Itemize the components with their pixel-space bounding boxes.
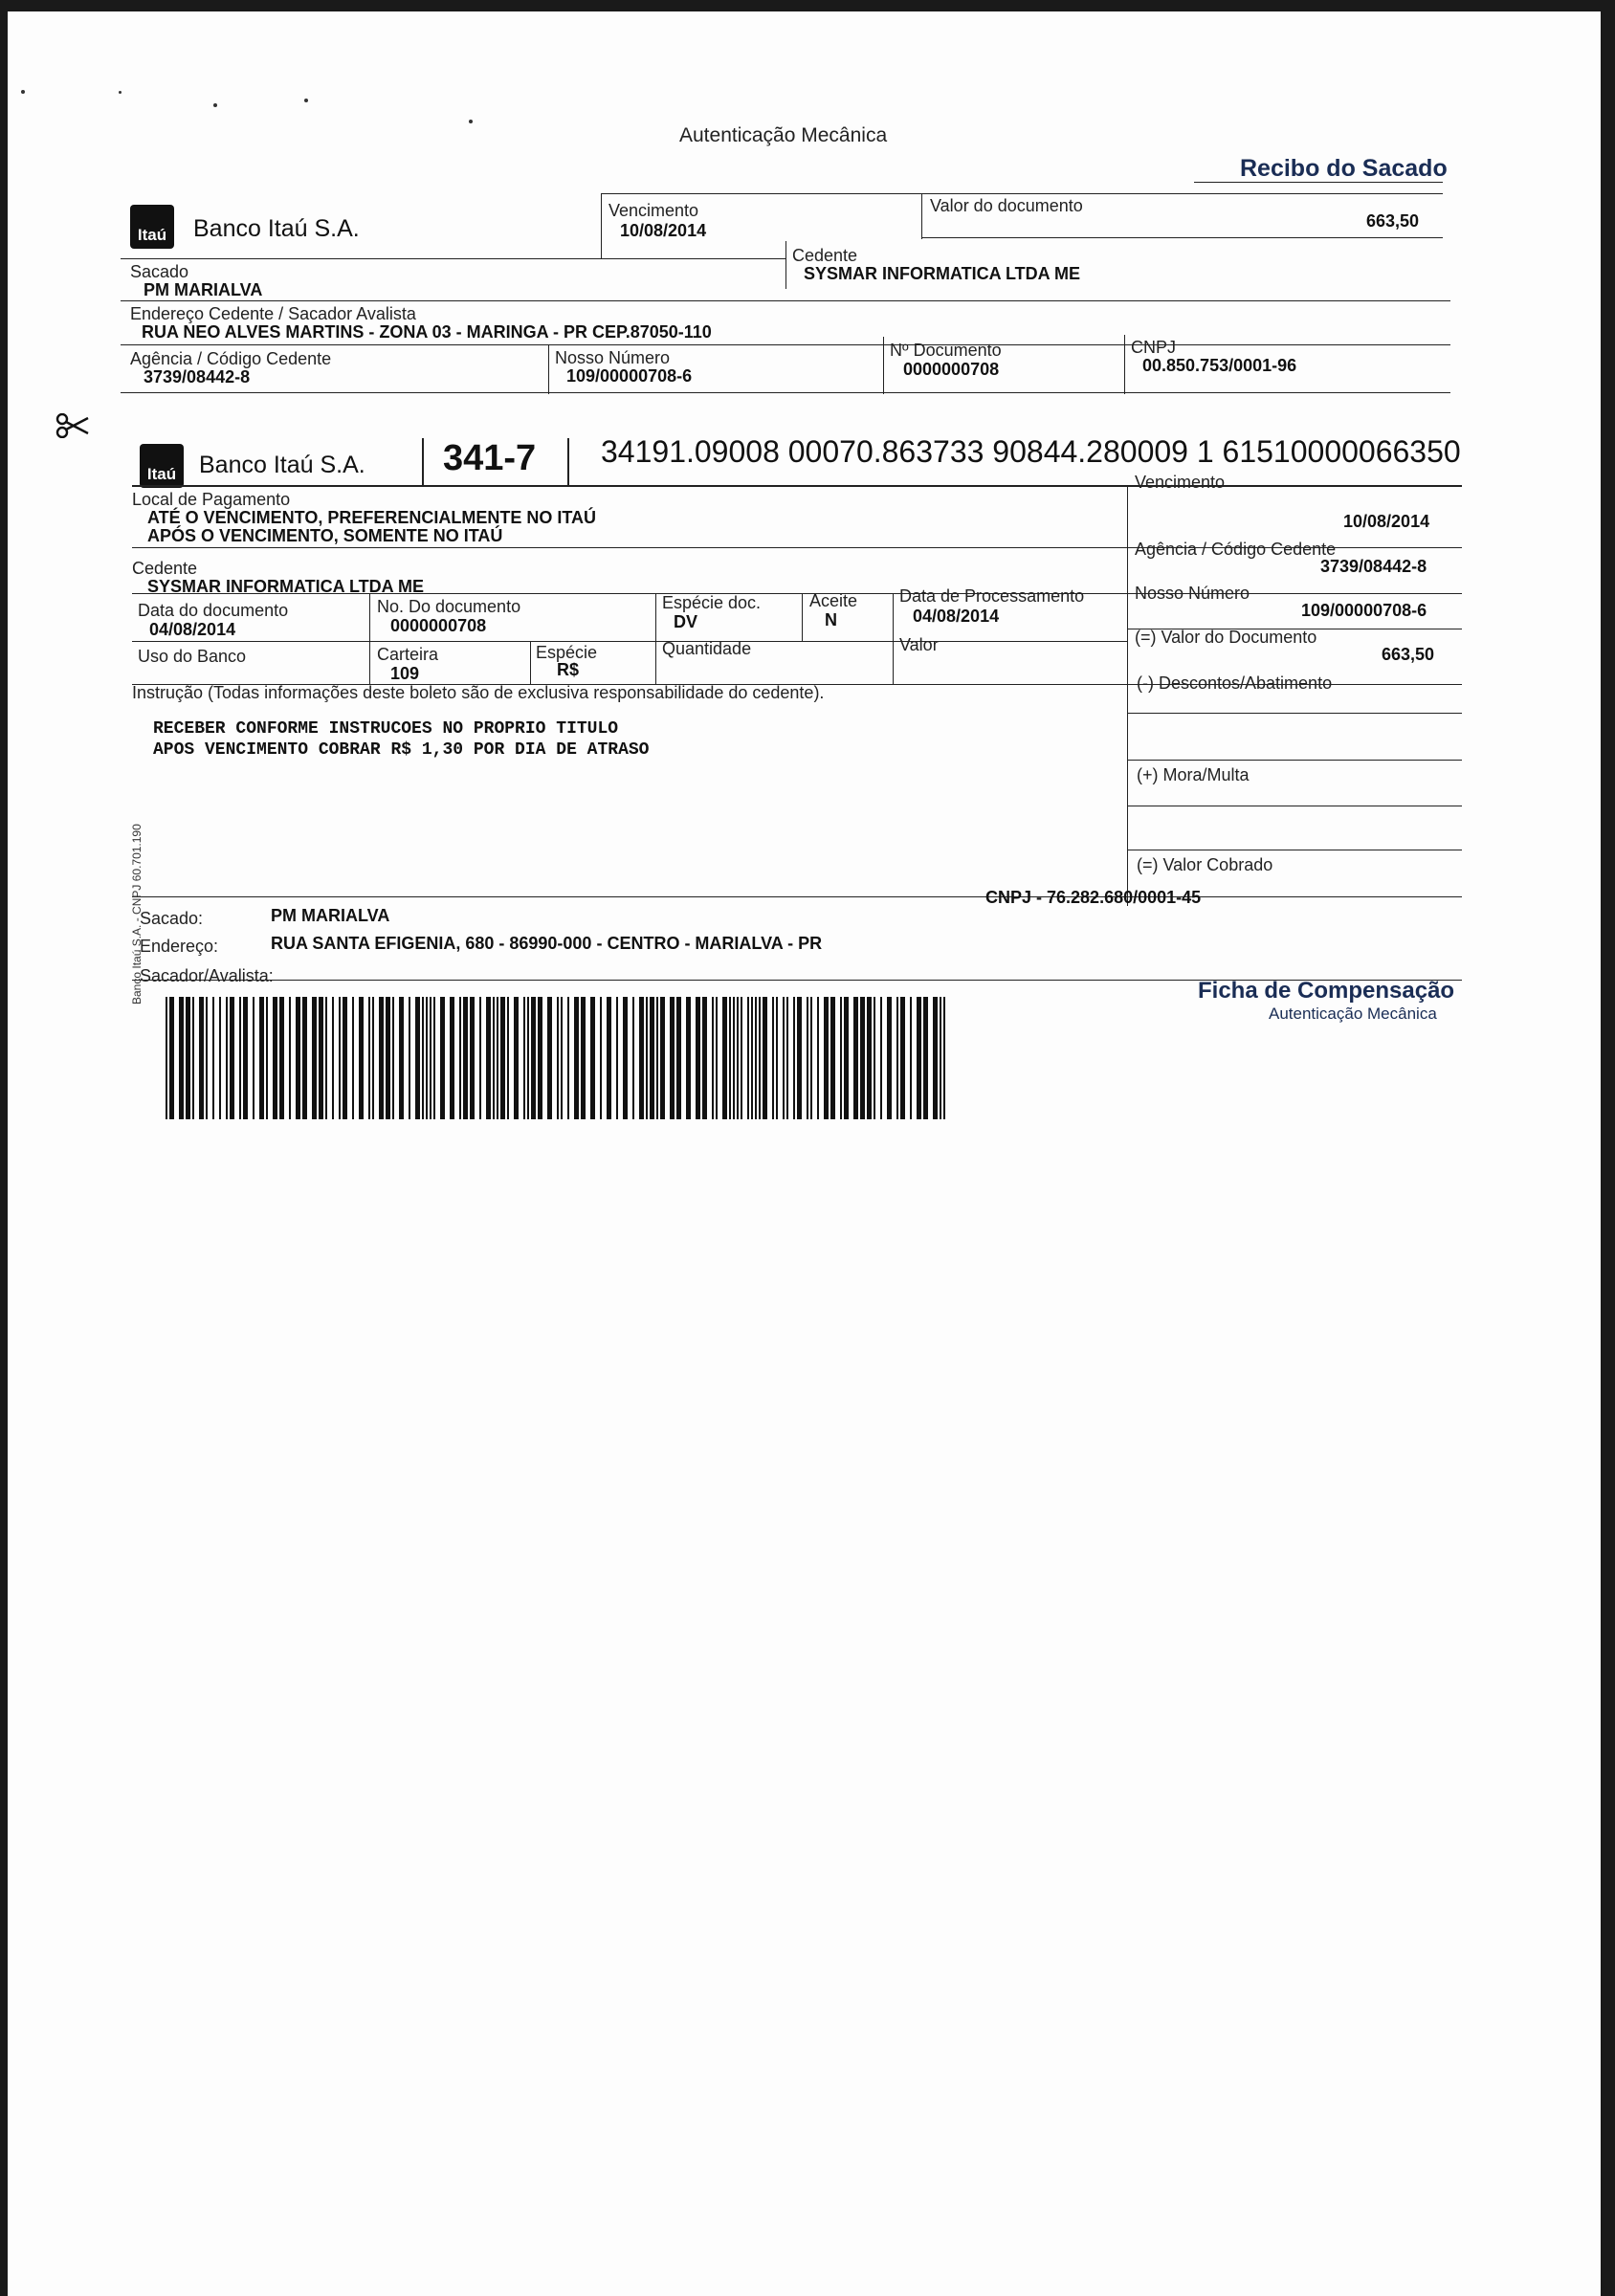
barcode-bar [259,997,264,1119]
barcode-bar [616,997,618,1119]
no-doc-label: No. Do documento [377,597,521,616]
barcode-bar [192,997,194,1119]
ficha-sacado-label: Sacado: [140,909,204,928]
barcode-bar [379,997,384,1119]
barcode-bar [623,997,628,1119]
local-label: Local de Pagamento [132,490,291,509]
receipt-endereco: RUA NEO ALVES MARTINS - ZONA 03 - MARINGA - PR CEP.87050-110 [142,322,712,342]
rule [1194,182,1443,183]
scan-speck [21,90,25,94]
ficha-endereco-label: Endereço: [140,937,219,956]
barcode-bar [656,997,658,1119]
barcode-bar [497,997,498,1119]
receipt-vencimento: 10/08/2014 [620,221,707,240]
rule [893,593,894,684]
barcode-bar [415,997,420,1119]
barcode-bar [759,997,761,1119]
receipt-valor-label: Valor do documento [930,196,1083,215]
barcode-bar [702,997,707,1119]
rule [1124,335,1125,394]
barcode-bar [817,997,819,1119]
barcode-bar [830,997,835,1119]
receipt-agencia: 3739/08442-8 [144,367,251,386]
barcode-bar [463,997,468,1119]
barcode-bar [867,997,872,1119]
rule [422,438,424,486]
aceite: N [825,610,837,629]
barcode-bar [253,997,254,1119]
ficha-sacado-cnpj: CNPJ - 76.282.680/0001-45 [985,888,1202,907]
barcode-bar [639,997,644,1119]
rule [1127,713,1462,714]
barcode-bar [793,997,795,1119]
data-doc-label: Data do documento [138,601,289,620]
ficha-cedente: SYSMAR INFORMATICA LTDA ME [147,577,424,596]
barcode-bar [910,997,912,1119]
barcode-bar [880,997,882,1119]
data-proc-label: Data de Processamento [899,586,1085,606]
barcode-bar [507,997,509,1119]
barcode-bar [312,997,317,1119]
barcode-bar [206,997,208,1119]
aceite-label: Aceite [809,591,858,610]
barcode-bar [887,997,892,1119]
no-doc: 0000000708 [390,616,487,635]
barcode-bar [900,997,905,1119]
barcode-bar [751,997,753,1119]
barcode-bar [567,997,569,1119]
barcode-bar [860,997,865,1119]
barcode-bar [359,997,364,1119]
receipt-agencia-label: Agência / Código Cedente [130,349,332,368]
barcode-bar [776,997,778,1119]
barcode-bar [166,997,167,1119]
venc: 10/08/2014 [1343,512,1430,531]
barcode-bar [430,997,431,1119]
receipt-nosso: 109/00000708-6 [566,366,693,386]
valor-doc-label: (=) Valor do Documento [1135,628,1317,647]
scan-speck [469,120,473,123]
barcode-bar [279,997,284,1119]
rule [121,344,1450,345]
barcode-bar [844,997,849,1119]
carteira-label: Carteira [377,645,439,664]
barcode-bar [783,997,785,1119]
ficha-nosso: 109/00000708-6 [1301,601,1427,620]
barcode-bar [266,997,268,1119]
digitable-line: 34191.09008 00070.863733 90844.280009 1 61510000066350 [601,434,1461,469]
barcode-bar [212,997,214,1119]
barcode-bar [824,997,829,1119]
barcode-bar [459,997,461,1119]
barcode-bar [607,997,611,1119]
barcode-bar [450,997,454,1119]
scan-speck [119,91,122,94]
barcode-bar [226,997,228,1119]
barcode-bar [747,997,749,1119]
instrucao-label: Instrução (Todas informações deste boleto são de exclusiva responsabilidade do cedente). [132,683,825,702]
barcode-bar [923,997,928,1119]
barcode-bar [940,997,941,1119]
receipt-endereco-label: Endereço Cedente / Sacador Avalista [130,304,416,323]
barcode-bar [896,997,898,1119]
barcode-bar [917,997,921,1119]
barcode-bar [686,997,691,1119]
scan-speck [213,103,217,107]
barcode-bar [797,997,802,1119]
desc-label: (-) Descontos/Abatimento [1137,673,1333,693]
barcode-bar [179,997,184,1119]
barcode-bar [590,997,595,1119]
barcode-bar [352,997,354,1119]
barcode-bar [557,997,559,1119]
barcode-bar [523,997,525,1119]
barcode-bar [853,997,858,1119]
avalista-label: Sacador/Avalista: [140,966,274,985]
ficha-agencia: 3739/08442-8 [1320,557,1427,576]
barcode-bar [426,997,428,1119]
barcode-bar [646,997,648,1119]
barcode-bar [561,997,563,1119]
local-line-1: ATÉ O VENCIMENTO, PREFERENCIALMENTE NO ITAÚ [147,508,597,527]
valor-label: Valor [899,635,939,654]
recibo-title: Recibo do Sacado [1240,155,1448,182]
barcode-bar [527,997,529,1119]
barcode-bar [433,997,435,1119]
barcode-bar [660,997,665,1119]
rule [548,344,549,394]
barcode-bar [325,997,327,1119]
carteira: 109 [390,664,420,683]
barcode-bar [874,997,875,1119]
scan-speck [304,99,308,102]
barcode-bar [763,997,767,1119]
barcode-bar [840,997,842,1119]
ficha-bank-name: Banco Itaú S.A. [199,452,365,478]
boleto-page [8,11,1601,2296]
rule [530,641,531,684]
receipt-cnpj-label: CNPJ [1131,338,1177,357]
mora-label: (+) Mora/Multa [1137,765,1250,784]
ficha-nosso-label: Nosso Número [1135,584,1250,603]
barcode-bar [500,997,505,1119]
barcode-bar [239,997,241,1119]
barcode-bar [581,997,586,1119]
barcode-bar [741,997,742,1119]
receipt-cnpj: 00.850.753/0001-96 [1142,356,1297,375]
barcode-graphic [166,997,950,1119]
rule [132,896,1462,897]
barcode-bar [574,997,579,1119]
barcode-bar [943,997,945,1119]
barcode-bar [696,997,700,1119]
barcode-bar [716,997,718,1119]
barcode-bar [372,997,374,1119]
bank-code: 341-7 [443,438,537,478]
barcode-bar [600,997,602,1119]
barcode-bar [712,997,714,1119]
local-line-2: APÓS O VENCIMENTO, SOMENTE NO ITAÚ [147,526,503,545]
barcode-bar [670,997,675,1119]
barcode-bar [219,997,221,1119]
barcode-bar [531,997,536,1119]
barcode-bar [296,997,300,1119]
barcode-bar [733,997,735,1119]
barcode-bar [493,997,495,1119]
barcode-bar [422,997,424,1119]
barcode-bar [933,997,938,1119]
rule [655,593,656,684]
barcode-bar [243,997,248,1119]
barcode-bar [786,997,788,1119]
itau-logo-icon: Itaú [140,444,184,488]
barcode-bar [470,997,475,1119]
barcode-bar [399,997,404,1119]
valor-doc: 663,50 [1382,645,1435,664]
barcode-bar [538,997,542,1119]
instrucao-line-2: APOS VENCIMENTO COBRAR R$ 1,30 POR DIA DE ATRASO [153,740,650,760]
data-proc: 04/08/2014 [913,607,1000,626]
rule [132,641,1127,642]
cobrado-label: (=) Valor Cobrado [1137,855,1273,874]
receipt-nosso-label: Nosso Número [555,348,671,367]
receipt-vencimento-label: Vencimento [608,201,699,220]
itau-logo-icon: Itaú [130,205,174,249]
rule [921,237,1443,238]
barcode-bar [632,997,634,1119]
venc-label: Vencimento [1135,473,1226,492]
auth-top: Autenticação Mecânica [679,124,888,146]
rule [883,337,884,394]
data-doc: 04/08/2014 [149,620,236,639]
barcode-bar [755,997,757,1119]
ficha-agencia-label: Agência / Código Cedente [1135,540,1337,559]
barcode-bar [409,997,410,1119]
rule [601,193,602,258]
barcode-bar [199,997,204,1119]
scissors-icon [55,413,90,443]
barcode-bar [772,997,774,1119]
rule [1127,485,1128,906]
qtd-label: Quantidade [662,639,752,658]
rule [121,258,785,259]
barcode-bar [343,997,347,1119]
rule [802,593,803,641]
especie-doc: DV [674,612,698,631]
receipt-cedente-label: Cedente [792,246,858,265]
barcode-bar [807,997,808,1119]
rule [132,485,1462,487]
barcode-bar [722,997,727,1119]
receipt-cedente: SYSMAR INFORMATICA LTDA ME [804,264,1080,283]
barcode-bar [440,997,445,1119]
ficha-sacado: PM MARIALVA [271,906,390,925]
especie-doc-label: Espécie doc. [662,593,762,612]
receipt-ndoc-label: Nº Documento [890,341,1002,360]
barcode-bar [486,997,491,1119]
barcode-bar [479,997,481,1119]
rule [1127,760,1462,761]
barcode-bar [186,997,190,1119]
receipt-sacado: PM MARIALVA [144,280,263,299]
barcode-bar [547,997,552,1119]
barcode-bar [386,997,390,1119]
especie: R$ [557,660,580,679]
rule [921,193,922,239]
ficha-title: Ficha de Compensação [1198,978,1455,1004]
ficha-endereco: RUA SANTA EFIGENIA, 680 - 86990-000 - CENTRO - MARIALVA - PR [271,934,823,953]
barcode-bar [302,997,307,1119]
receipt-sacado-label: Sacado [130,262,189,281]
rule [121,392,1450,393]
barcode-bar [332,997,334,1119]
rule [601,193,1443,194]
barcode-bar [273,997,277,1119]
rule [132,593,1462,594]
bank-name: Banco Itaú S.A. [193,215,360,242]
auth-bottom: Autenticação Mecânica [1269,1004,1437,1023]
barcode-bar [810,997,812,1119]
side-text: Banco Itaú S.A. - CNPJ 60.701.190 [130,824,144,1004]
barcode-bar [737,997,739,1119]
rule [121,300,1450,301]
barcode-bar [319,997,323,1119]
ficha-cedente-label: Cedente [132,559,198,578]
barcode-bar [650,997,654,1119]
rule [785,241,786,289]
barcode-bar [339,997,341,1119]
uso-label: Uso do Banco [138,647,247,666]
receipt-valor: 663,50 [1366,211,1420,231]
barcode-bar [230,997,234,1119]
receipt-ndoc: 0000000708 [903,360,1000,379]
especie-label: Espécie [536,643,598,662]
barcode-bar [289,997,291,1119]
barcode-bar [368,997,370,1119]
barcode-bar [169,997,174,1119]
rule [567,438,569,486]
instrucao-line-1: RECEBER CONFORME INSTRUCOES NO PROPRIO TITULO [153,719,619,739]
barcode-bar [676,997,681,1119]
barcode-bar [392,997,394,1119]
barcode-bar [729,997,731,1119]
rule [369,593,370,684]
barcode-bar [514,997,519,1119]
